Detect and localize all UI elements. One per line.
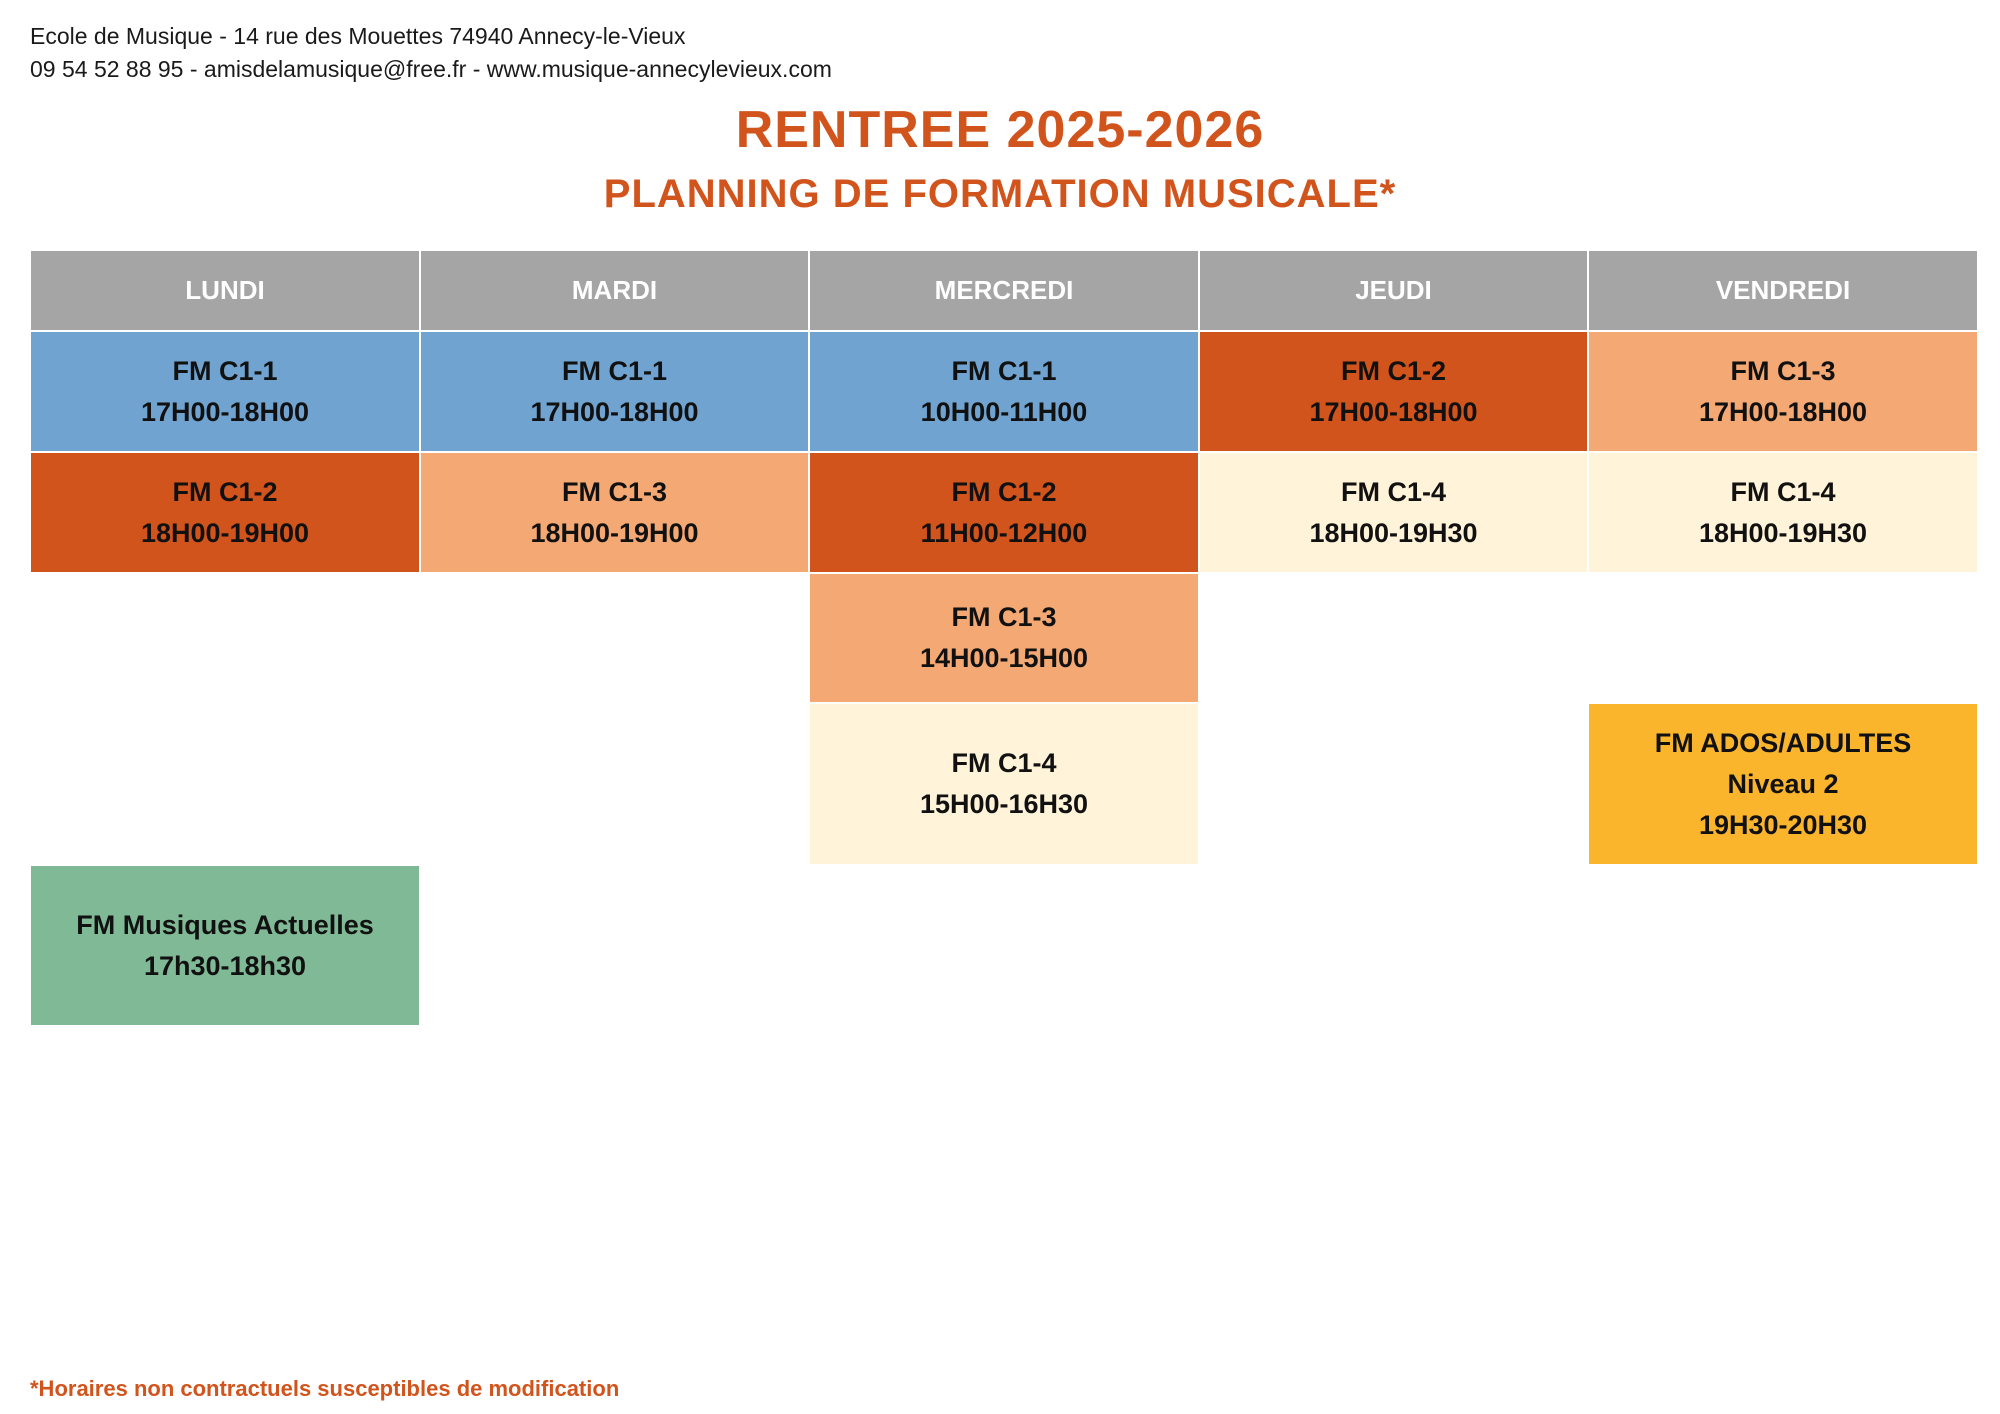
- slot-lundi-1: [31, 332, 419, 451]
- slot-time: 17h30-18h30: [143, 950, 307, 981]
- page-subtitle: PLANNING DE FORMATION MUSICALE*: [603, 172, 1397, 216]
- slot-time: 14H00-15H00: [919, 643, 1089, 673]
- header-mercredi: MERCREDI: [810, 251, 1198, 330]
- slot-time: 19H30-20H30: [1698, 809, 1868, 840]
- slot-lundi-3: [31, 866, 419, 1025]
- header-vendredi: VENDREDI: [1589, 251, 1977, 330]
- slot-course: FM C1-2: [951, 476, 1057, 507]
- page-title: RENTREE 2025-2026: [735, 101, 1265, 159]
- slot-time: 17H00-18H00: [1309, 396, 1478, 427]
- header-lundi: LUNDI: [31, 251, 419, 330]
- slot-time: 15H00-16H30: [919, 789, 1089, 819]
- slot-mercredi-3: [810, 574, 1198, 702]
- slot-lundi-2: [31, 453, 419, 572]
- slot-mercredi-4: [810, 704, 1198, 864]
- slot-vendredi-2: [1589, 453, 1977, 572]
- slot-course: FM C1-4: [1730, 476, 1836, 507]
- slot-time: 17H00-18H00: [140, 396, 310, 427]
- slot-time: 18H00-19H30: [1309, 517, 1478, 548]
- slot-time: 18H00-19H30: [1698, 517, 1868, 548]
- slot-mercredi-1: [810, 332, 1198, 451]
- slot-vendredi-1: [1589, 332, 1977, 451]
- slot-time: 17H00-18H00: [1698, 396, 1868, 427]
- slot-course: FM C1-3: [561, 476, 667, 507]
- header-mardi: MARDI: [421, 251, 808, 330]
- slot-course: FM C1-1: [951, 355, 1057, 386]
- slot-course: FM ADOS/ADULTES: [1654, 727, 1912, 758]
- footnote: *Horaires non contractuels susceptibles de modification: [30, 1376, 620, 1401]
- slot-course: FM C1-3: [951, 602, 1057, 632]
- slot-vendredi-3: [1589, 704, 1977, 864]
- slot-jeudi-2: [1200, 453, 1587, 572]
- slot-course: FM C1-1: [172, 355, 278, 386]
- slot-mercredi-2: [810, 453, 1198, 572]
- slot-time: 11H00-12H00: [920, 517, 1088, 548]
- slot-time: 18H00-19H00: [530, 517, 699, 548]
- school-contact: 09 54 52 88 95 - amisdelamusique@free.fr - www.musique-annecylevieux.com: [30, 56, 832, 82]
- slot-course: FM C1-2: [1340, 355, 1446, 386]
- slot-course: FM C1-2: [172, 476, 278, 507]
- slot-time: 10H00-11H00: [920, 396, 1088, 427]
- header-jeudi: JEUDI: [1200, 251, 1587, 330]
- slot-course: FM C1-3: [1730, 355, 1836, 386]
- slot-course: FM C1-1: [561, 355, 667, 386]
- slot-mardi-2: [421, 453, 808, 572]
- slot-level: Niveau 2: [1727, 768, 1839, 799]
- slot-course: FM Musiques Actuelles: [76, 909, 374, 940]
- school-address: Ecole de Musique - 14 rue des Mouettes 74940 Annecy-le-Vieux: [30, 23, 686, 49]
- slot-course: FM C1-4: [1340, 476, 1446, 507]
- slot-mardi-1: [421, 332, 808, 451]
- slot-time: 18H00-19H00: [140, 517, 310, 548]
- slot-time: 17H00-18H00: [530, 396, 699, 427]
- slot-course: FM C1-4: [951, 748, 1057, 778]
- slot-jeudi-1: [1200, 332, 1587, 451]
